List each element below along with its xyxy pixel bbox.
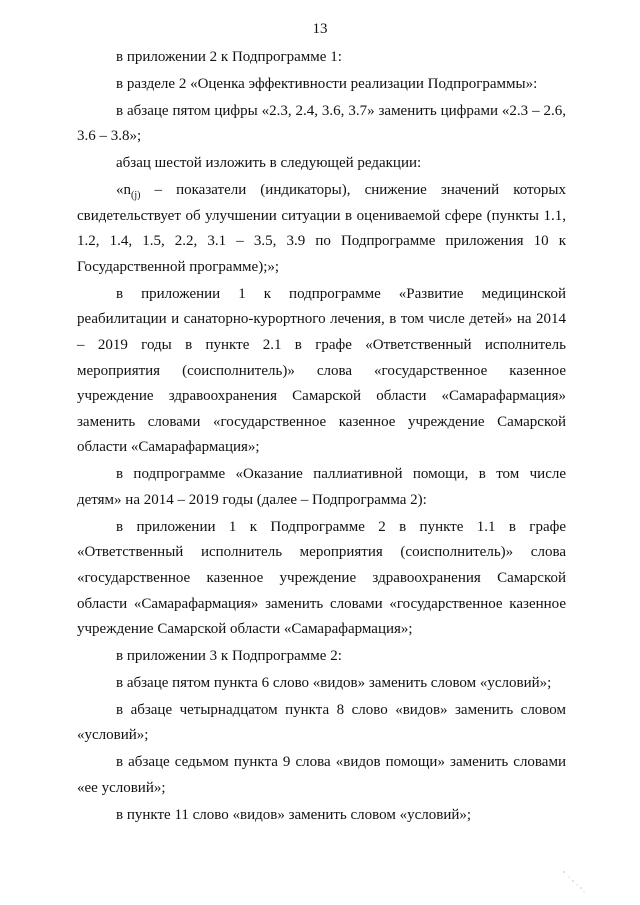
paragraph-fifth-abzac-digits: в абзаце пятом цифры «2.3, 2.4, 3.6, 3.7» заменить цифрами «2.3 – 2.6, 3.6 – 3.8»; [77, 102, 566, 145]
document-body [77, 45, 566, 830]
paragraph-sixth-abzac-new-wording: абзац шестой изложить в следующей редакции: [116, 155, 422, 172]
scan-specks [560, 866, 590, 896]
paragraph-annex-1-subprogram-2: в приложении 1 к Подпрограмме 2 в пункте 1.1 в графе «Ответственный исполнитель мероприятия (соисполнитель)» слова «государственное казенное учреждение здравоохранения Самарской области «Самарафармация» заменить словами «государственное казенное учреждение Самарской области «Самарафармация»; [77, 518, 566, 638]
paragraph-item-6: в абзаце пятом пункта 6 слово «видов» заменить словом «условий»; [116, 674, 552, 691]
indicator-definition-text: – показатели (индикаторы), снижение значений которых свидетельствует об улучшении ситуации в оцениваемой сфере (пункты 1.1, 1.2, 1.4, 1.5, 2.2, 3.1 – 3.5, 3.9 по Подпрограмме приложения 10 к Государственной программе);»; [77, 182, 566, 275]
paragraph-annex-2-subprogram-1: в приложении 2 к Подпрограмме 1: [116, 49, 342, 65]
paragraph-rehabilitation-subprogram: в приложении 1 к подпрограмме «Развитие медицинской реабилитации и санаторно-курортного лечения, в том числе детей» на 2014 – 2019 годы в пункте 2.1 в графе «Ответственный исполнитель мероприятия (соисполнитель)» слова «государственное казенное учреждение здравоохранения Самарской области «Самарафармация» заменить словами «государственное казенное учреждение Самарской области «Самарафармация»; [77, 285, 566, 456]
paragraph-annex-3-subprogram-2: в приложении 3 к Подпрограмме 2: [116, 648, 342, 665]
paragraph-section-2-evaluation: в разделе 2 «Оценка эффективности реализации Подпрограммы»: [116, 75, 538, 92]
paragraph-indicators-definition [77, 178, 566, 280]
paragraph-item-9: в абзаце седьмом пункта 9 слова «видов помощи» заменить словами «ее условий»; [77, 754, 566, 796]
paragraph-item-8: в абзаце четырнадцатом пункта 8 слово «видов» заменить словом «условий»; [77, 701, 566, 744]
indicator-symbol: «n [116, 182, 131, 199]
page-number: 13 [312, 21, 328, 37]
indicator-subscript: (j) [131, 190, 141, 202]
paragraph-item-11: в пункте 11 слово «видов» заменить словом «условий»; [116, 806, 472, 823]
paragraph-palliative-subprogram: в подпрограмме «Оказание паллиативной помощи, в том числе детям» на 2014 – 2019 годы (далее – Подпрограмма 2): [77, 466, 566, 508]
